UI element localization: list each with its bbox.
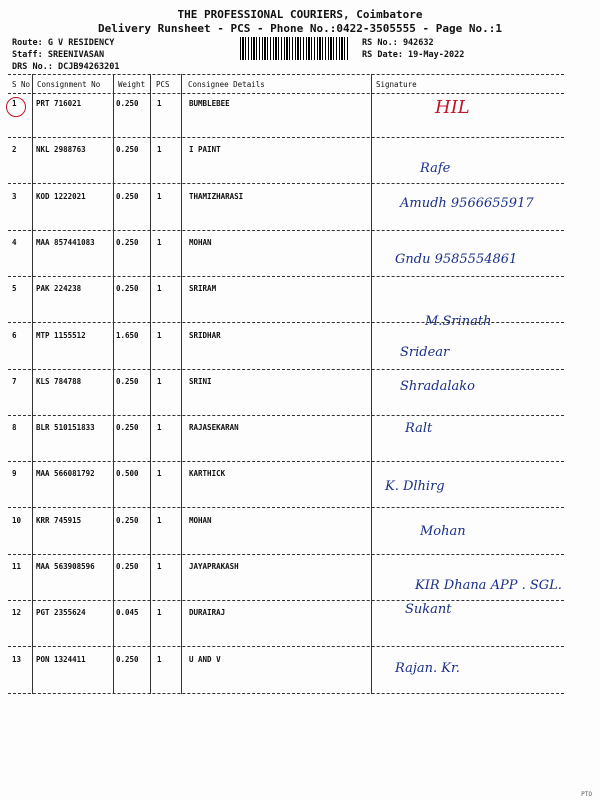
row-consignment-no: MAA 563908596: [36, 562, 95, 571]
row-weight: 0.250: [116, 515, 139, 525]
row-sno: 6: [12, 330, 17, 340]
row-consignee: U AND V: [189, 654, 221, 664]
row-consignment-no: MAA 857441083: [36, 237, 95, 247]
row-weight: 1.650: [116, 330, 139, 340]
row-separator: [8, 276, 564, 277]
column-divider: [150, 74, 151, 694]
row-sno: 8: [12, 423, 17, 433]
row-separator: [8, 554, 564, 555]
row-weight: 0.045: [116, 608, 139, 618]
row-consignment-no: BLR 510151833: [36, 423, 95, 433]
footer-mark: PTO: [581, 791, 592, 798]
row-consignment-no: KLS 784788: [36, 376, 82, 386]
row-weight: 0.250: [116, 145, 139, 155]
drs-number: DRS No.: DCJB94263201: [12, 62, 120, 72]
row-separator: [8, 693, 564, 694]
row-signature: Rafe: [420, 161, 451, 177]
row-sno: 9: [12, 469, 17, 479]
row-signature: Shradalako: [400, 378, 475, 394]
row-consignee: RAJASEKARAN: [189, 423, 239, 433]
column-divider: [113, 74, 114, 694]
row-signature: KIR Dhana APP . SGL.: [415, 578, 562, 593]
route-label: Route: G V RESIDENCY: [12, 38, 115, 48]
row-weight: 0.250: [116, 191, 139, 201]
row-pcs: 1: [157, 330, 162, 340]
col-sno-header: S No: [12, 80, 31, 89]
row-consignee: JAYAPRAKASH: [189, 562, 239, 571]
row-signature: Amudh 9566655917: [400, 195, 534, 211]
row-weight: 0.250: [116, 376, 139, 386]
row-separator: [8, 461, 564, 462]
row-consignment-no: PGT 2355624: [36, 608, 86, 618]
column-divider: [371, 74, 372, 694]
row-pcs: 1: [157, 284, 162, 294]
row-consignee: THAMIZHARASI: [189, 191, 244, 201]
row-separator: [8, 183, 564, 184]
row-signature: Sukant: [405, 602, 452, 618]
row-weight: 0.500: [116, 469, 139, 479]
row-pcs: 1: [157, 423, 162, 433]
row-sno: 3: [12, 191, 17, 201]
col-consignment-header: Consignment No: [37, 80, 101, 89]
row-consignment-no: NKL 2988763: [36, 145, 86, 155]
row-separator: [8, 322, 564, 323]
row-weight: 0.250: [116, 284, 139, 294]
row-signature: K. Dlhirg: [385, 479, 445, 495]
row-separator: [8, 137, 564, 138]
row-pcs: 1: [157, 191, 162, 201]
tick-mark: [6, 97, 26, 117]
row-separator: [8, 507, 564, 508]
row-weight: 0.250: [116, 562, 139, 571]
row-consignment-no: PON 1324411: [36, 654, 86, 664]
row-sno: 11: [12, 562, 22, 571]
row-separator: [8, 600, 564, 601]
row-consignment-no: PRT 716021: [36, 99, 82, 108]
row-signature: Sridear: [400, 344, 450, 360]
row-weight: 0.250: [116, 654, 139, 664]
row-pcs: 1: [157, 515, 162, 525]
row-pcs: 1: [157, 469, 162, 479]
row-pcs: 1: [157, 654, 162, 664]
row-sno: 5: [12, 284, 17, 294]
company-title: THE PROFESSIONAL COURIERS, Coimbatore: [177, 8, 423, 21]
row-signature: Gndu 9585554861: [395, 251, 518, 267]
row-sno: 12: [12, 608, 22, 618]
row-signature: M.Srinath: [425, 314, 492, 330]
row-weight: 0.250: [116, 99, 139, 108]
row-separator: [8, 230, 564, 231]
row-consignee: BUMBLEBEE: [189, 99, 230, 108]
row-sno: 7: [12, 376, 17, 386]
row-sno: 10: [12, 515, 22, 525]
row-weight: 0.250: [116, 237, 139, 247]
runsheet-title: Delivery Runsheet - PCS - Phone No.:0422-3505555 - Page No.:1: [98, 22, 502, 35]
col-weight-header: Weight: [118, 80, 146, 89]
row-consignee: SRINI: [189, 376, 212, 386]
col-pcs-header: PCS: [156, 80, 170, 89]
col-consignee-header: Consignee Details: [188, 80, 265, 89]
row-separator: [8, 415, 564, 416]
row-consignee: SRIDHAR: [189, 330, 221, 340]
column-divider: [32, 74, 33, 694]
row-sno: 1: [12, 99, 17, 108]
row-consignment-no: MTP 1155512: [36, 330, 86, 340]
row-pcs: 1: [157, 145, 162, 155]
barcode-image: [240, 37, 350, 60]
row-separator: [8, 646, 564, 647]
col-signature-header: Signature: [376, 80, 417, 89]
row-separator: [8, 369, 564, 370]
row-consignee: MOHAN: [189, 237, 212, 247]
row-signature: Mohan: [420, 523, 466, 539]
row-consignee: KARTHICK: [189, 469, 226, 479]
row-consignee: MOHAN: [189, 515, 212, 525]
row-consignee: SRIRAM: [189, 284, 217, 294]
rs-date: RS Date: 19-May-2022: [362, 50, 465, 60]
row-signature: Rajan. Kr.: [395, 660, 460, 676]
header-top-line: [8, 74, 564, 75]
row-pcs: 1: [157, 608, 162, 618]
row-pcs: 1: [157, 99, 162, 108]
row-sno: 13: [12, 654, 22, 664]
row-consignment-no: PAK 224238: [36, 284, 82, 294]
staff-label: Staff: SREENIVASAN: [12, 50, 105, 60]
row-sno: 2: [12, 145, 17, 155]
row-consignee: DURAIRAJ: [189, 608, 226, 618]
row-signature: Ralt: [405, 421, 433, 437]
header-bottom-line: [8, 93, 564, 94]
row-consignment-no: KRR 745915: [36, 515, 82, 525]
row-pcs: 1: [157, 562, 162, 571]
row-sno: 4: [12, 237, 17, 247]
row-pcs: 1: [157, 376, 162, 386]
rs-number: RS No.: 942632: [362, 38, 434, 48]
row-consignment-no: MAA 566081792: [36, 469, 95, 479]
row-consignee: I PAINT: [189, 145, 221, 155]
row-pcs: 1: [157, 237, 162, 247]
row-consignment-no: KOD 1222021: [36, 191, 86, 201]
row-signature: HIL: [435, 97, 470, 118]
row-weight: 0.250: [116, 423, 139, 433]
column-divider: [181, 74, 182, 694]
